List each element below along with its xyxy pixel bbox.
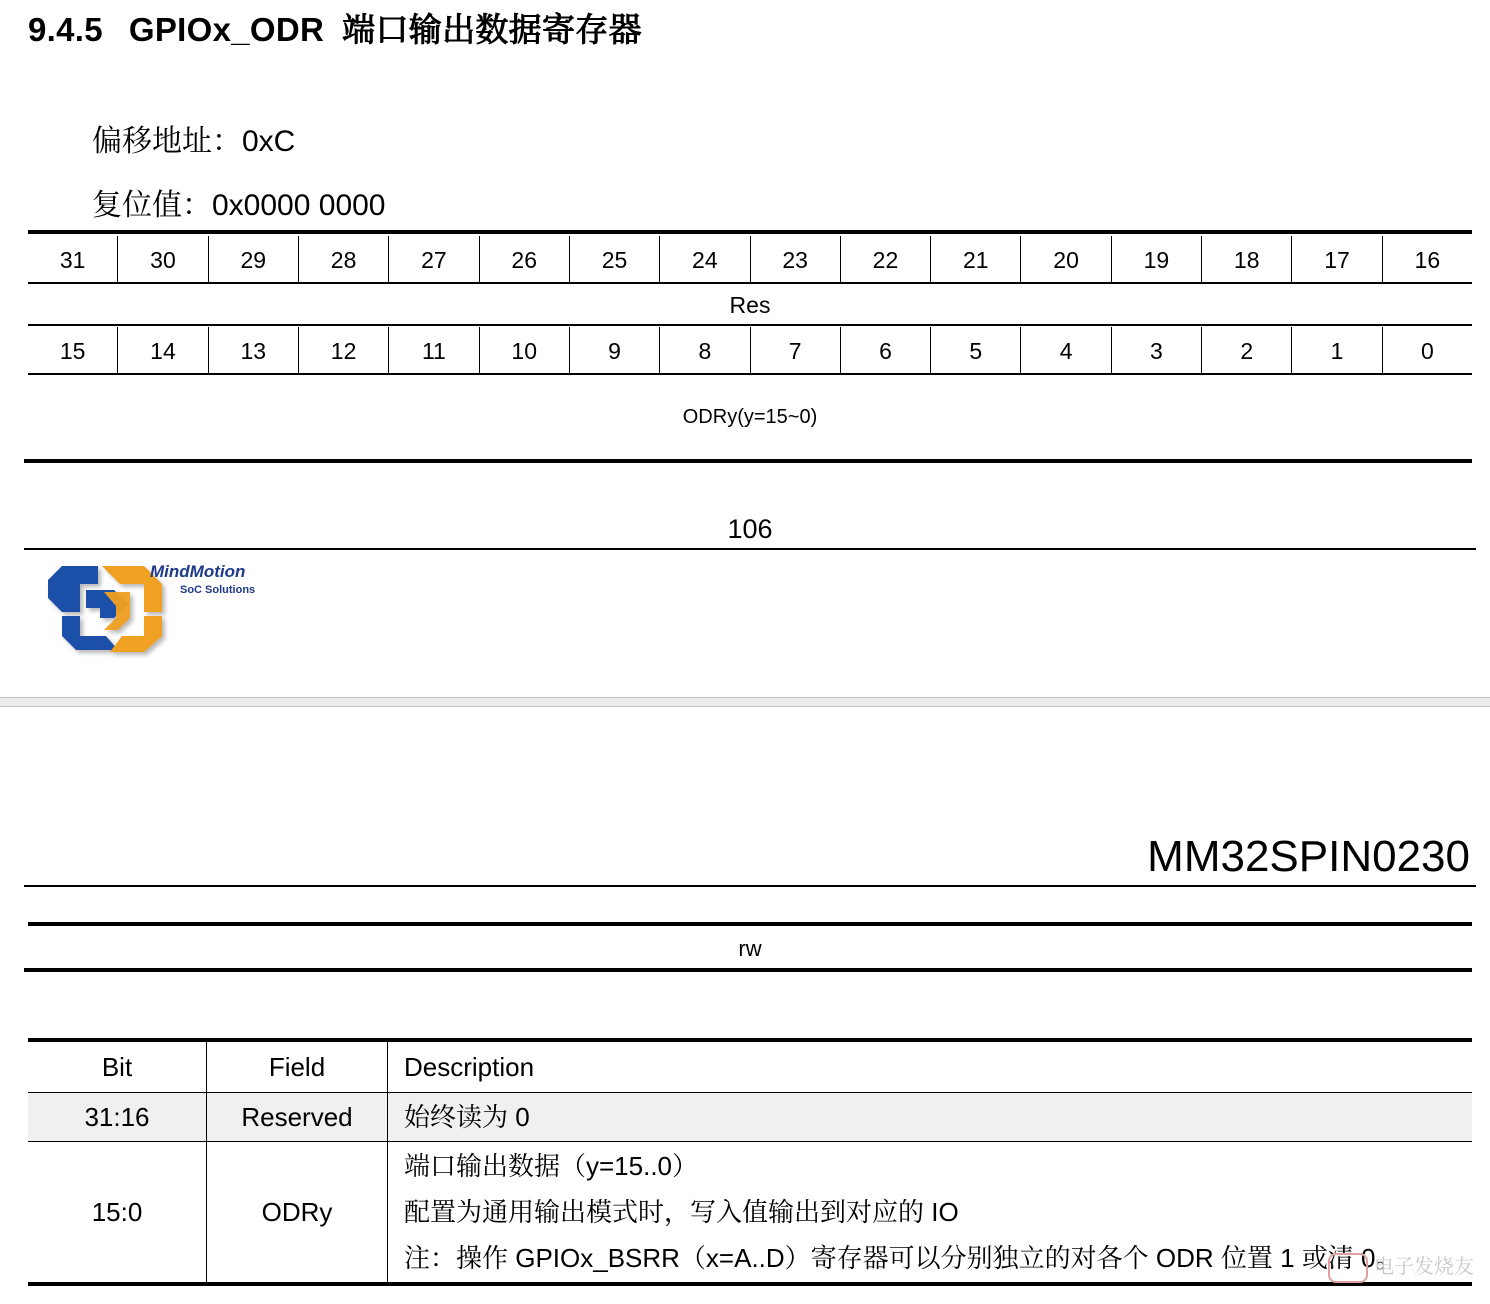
bit-number: 10	[479, 327, 569, 375]
field-description	[388, 1142, 1473, 1285]
header-description: Description	[388, 1040, 1473, 1093]
logo-tagline: SoC Solutions	[180, 584, 256, 596]
bit-number: 8	[659, 327, 749, 375]
watermark	[1328, 1250, 1474, 1283]
bit-number: 22	[840, 236, 930, 284]
description-line: 始终读为 0	[404, 1102, 530, 1132]
rule	[28, 282, 1472, 284]
header-field: Field	[207, 1040, 388, 1093]
header-bit: Bit	[28, 1040, 207, 1093]
bit-number: 31	[59, 247, 86, 273]
rule	[28, 324, 1472, 326]
upper-bits-row	[28, 236, 1472, 284]
access-bottom-rule	[24, 968, 1472, 972]
logo-name: MindMotion	[150, 562, 246, 581]
bit-number: 16	[1382, 236, 1472, 284]
company-logo	[40, 562, 280, 662]
header-rule	[24, 885, 1476, 887]
offset-value: 0xC	[242, 125, 296, 158]
bit-number: 17	[1291, 236, 1381, 284]
upper-field-name: Res	[729, 292, 771, 318]
field-name: Reserved	[207, 1093, 388, 1142]
bit-number: 3	[1111, 327, 1201, 375]
footer-rule	[24, 548, 1476, 550]
bit-number: 11	[388, 327, 478, 375]
section-heading	[28, 4, 642, 51]
watermark-text: 电子发烧友	[1374, 1254, 1474, 1278]
bit-number: 7	[750, 327, 840, 375]
offset-label: 偏移地址：	[92, 125, 242, 158]
bit-number: 5	[930, 327, 1020, 375]
access-top-rule	[28, 922, 1472, 926]
field-description	[388, 1093, 1473, 1142]
lower-bits-row	[28, 327, 1472, 375]
lower-field-name: ODRy(y=15~0)	[682, 406, 818, 428]
bit-number: 1	[1291, 327, 1381, 375]
description-line: 端口输出数据（y=15..0）	[404, 1151, 699, 1181]
bit-number: 15	[59, 338, 86, 364]
bit-number: 4	[1020, 327, 1110, 375]
reset-value: 0x0000 0000	[212, 189, 386, 222]
register-top-rule	[28, 230, 1472, 234]
bit-number: 6	[840, 327, 930, 375]
section-number: 9.4.5	[28, 11, 103, 48]
register-cn-title: 端口输出数据寄存器	[342, 10, 642, 49]
bit-number: 23	[750, 236, 840, 284]
bit-number: 29	[208, 236, 298, 284]
table-header-row	[28, 1040, 1472, 1093]
bit-number: 21	[930, 236, 1020, 284]
description-line: 配置为通用输出模式时，写入值输出到对应的 IO	[404, 1197, 959, 1227]
bit-number: 14	[117, 327, 207, 375]
bit-number: 25	[569, 236, 659, 284]
bit-number: 24	[659, 236, 749, 284]
bit-number: 0	[1382, 327, 1472, 375]
table-row	[28, 1093, 1472, 1142]
offset-line	[92, 116, 295, 160]
document-title: MM32SPIN0230	[1147, 832, 1470, 881]
register-name: GPIOx_ODR	[128, 11, 325, 48]
bit-number: 27	[388, 236, 478, 284]
bit-number: 9	[569, 327, 659, 375]
reset-label: 复位值：	[92, 189, 212, 222]
rule	[28, 373, 1472, 375]
watermark-logo-icon	[1328, 1253, 1368, 1283]
reset-line	[92, 180, 386, 224]
description-line: 注：操作 GPIOx_BSRR（x=A..D）寄存器可以分别独立的对各个 ODR 位置 1 或清 0。	[404, 1243, 1402, 1273]
access-type: rw	[738, 936, 762, 961]
bit-number: 20	[1020, 236, 1110, 284]
bit-number: 18	[1201, 236, 1291, 284]
page-number: 106	[727, 514, 773, 544]
field-name: ODRy	[207, 1142, 388, 1285]
page-break	[0, 697, 1490, 707]
register-bottom-rule	[24, 459, 1472, 463]
bit-number: 30	[117, 236, 207, 284]
table-row	[28, 1142, 1472, 1285]
bit-description-table	[28, 1038, 1472, 1286]
bit-range: 31:16	[28, 1093, 207, 1142]
bit-number: 13	[208, 327, 298, 375]
bit-number: 12	[298, 327, 388, 375]
bit-number: 19	[1111, 236, 1201, 284]
bit-number: 26	[479, 236, 569, 284]
bit-range: 15:0	[28, 1142, 207, 1285]
bit-number: 2	[1201, 327, 1291, 375]
bit-number: 28	[298, 236, 388, 284]
